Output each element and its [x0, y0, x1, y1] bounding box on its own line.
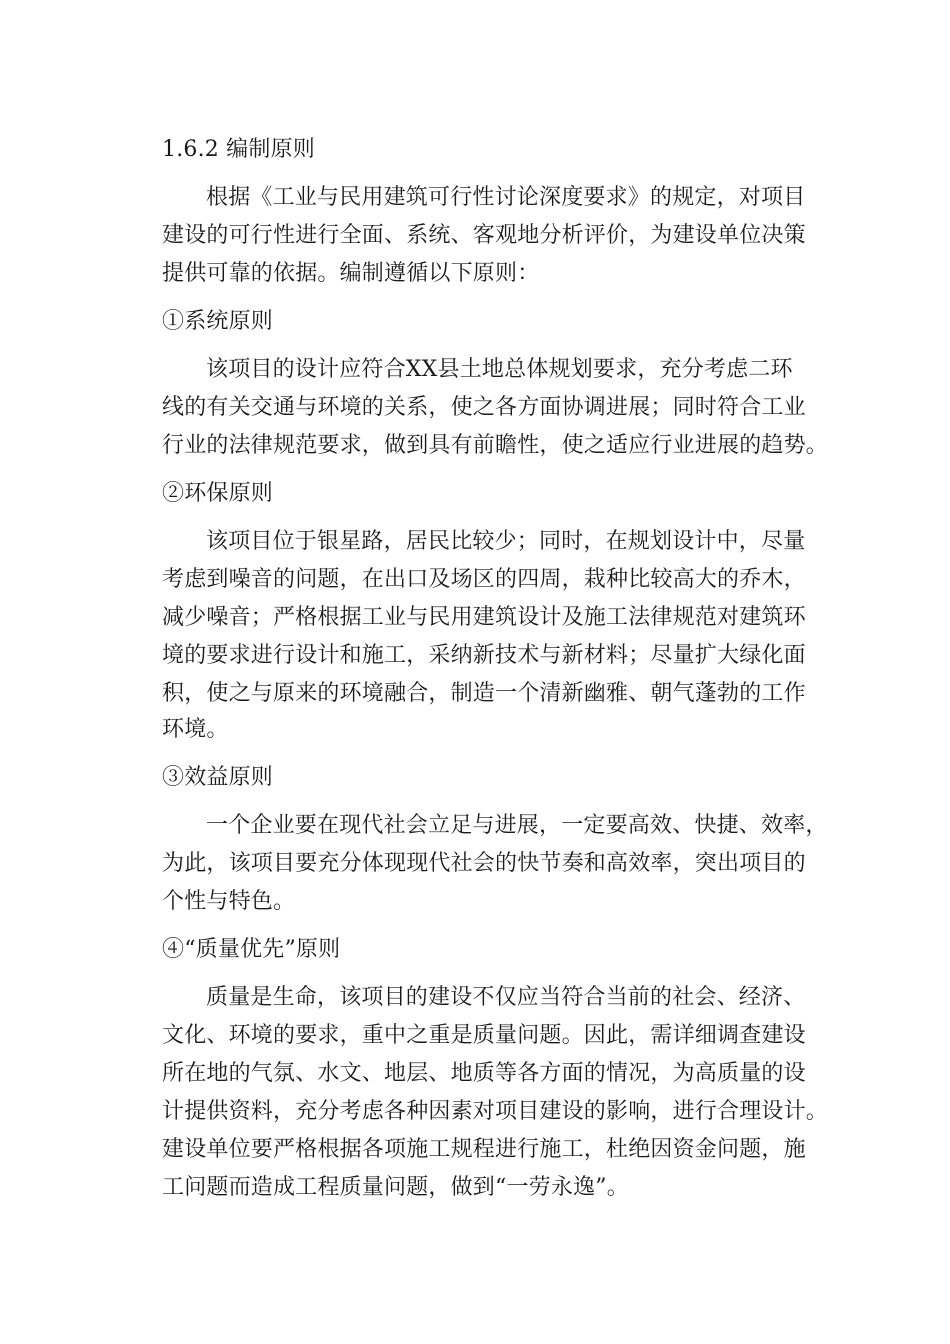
principle-quality-line-1: 质量是生命，该项目的建设不仅应当符合当前的社会、经济、	[206, 985, 806, 1010]
principle-environment-line-5: 积，使之与原来的环境融合，制造一个清新幽雅、朝气蓬勃的工作	[162, 681, 806, 706]
principle-benefit-line-2: 为此，该项目要充分体现现代社会的快节奏和高效率，突出项目的	[162, 851, 806, 876]
principle-quality-line-4: 计提供资料，充分考虑各种因素对项目建设的影响，进行合理设计。	[162, 1099, 829, 1124]
principle-benefit-line-1: 一个企业要在现代社会立足与进展，一定要高效、快捷、效率，	[206, 813, 828, 838]
intro-line-3: 提供可靠的依据。编制遵循以下原则：	[162, 261, 540, 286]
principle-quality-line-2: 文化、环境的要求，重中之重是质量问题。因此，需详细调查建设	[162, 1023, 806, 1048]
principle-heading-environment: ②环保原则	[162, 481, 274, 506]
principle-system-line-2: 线的有关交通与环境的关系，使之各方面协调进展；同时符合工业	[162, 395, 806, 420]
principle-environment-line-2: 考虑到噪音的问题，在出口及场区的四周，栽种比较高大的乔木，	[162, 567, 806, 592]
principle-system-line-3: 行业的法律规范要求，做到具有前瞻性，使之适应行业进展的趋势。	[162, 433, 829, 458]
principle-system-line-1: 该项目的设计应符合XX县土地总体规划要求，充分考虑二环	[206, 357, 793, 382]
intro-line-1: 根据《工业与民用建筑可行性讨论深度要求》的规定，对项目	[206, 185, 806, 210]
principle-environment-line-6: 环境。	[162, 717, 229, 742]
principle-environment-line-1: 该项目位于银星路，居民比较少；同时，在规划设计中，尽量	[206, 529, 806, 554]
intro-line-2: 建设的可行性进行全面、系统、客观地分析评价，为建设单位决策	[162, 223, 806, 248]
principle-quality-line-3: 所在地的气氛、水文、地层、地质等各方面的情况，为高质量的设	[162, 1061, 806, 1086]
principle-heading-quality: ④“质量优先”原则	[162, 937, 341, 962]
principle-quality-line-5: 建设单位要严格根据各项施工规程进行施工，杜绝因资金问题，施	[162, 1137, 806, 1162]
section-title: 1.6.2 编制原则	[162, 137, 315, 162]
principle-quality-line-6: 工问题而造成工程质量问题，做到“一劳永逸”。	[162, 1175, 629, 1200]
principle-heading-benefit: ③效益原则	[162, 765, 274, 790]
principle-heading-system: ①系统原则	[162, 309, 274, 334]
principle-environment-line-4: 境的要求进行设计和施工，采纳新技术与新材料；尽量扩大绿化面	[162, 643, 806, 668]
principle-benefit-line-3: 个性与特色。	[162, 889, 296, 914]
principle-environment-line-3: 减少噪音；严格根据工业与民用建筑设计及施工法律规范对建筑环	[162, 605, 806, 630]
